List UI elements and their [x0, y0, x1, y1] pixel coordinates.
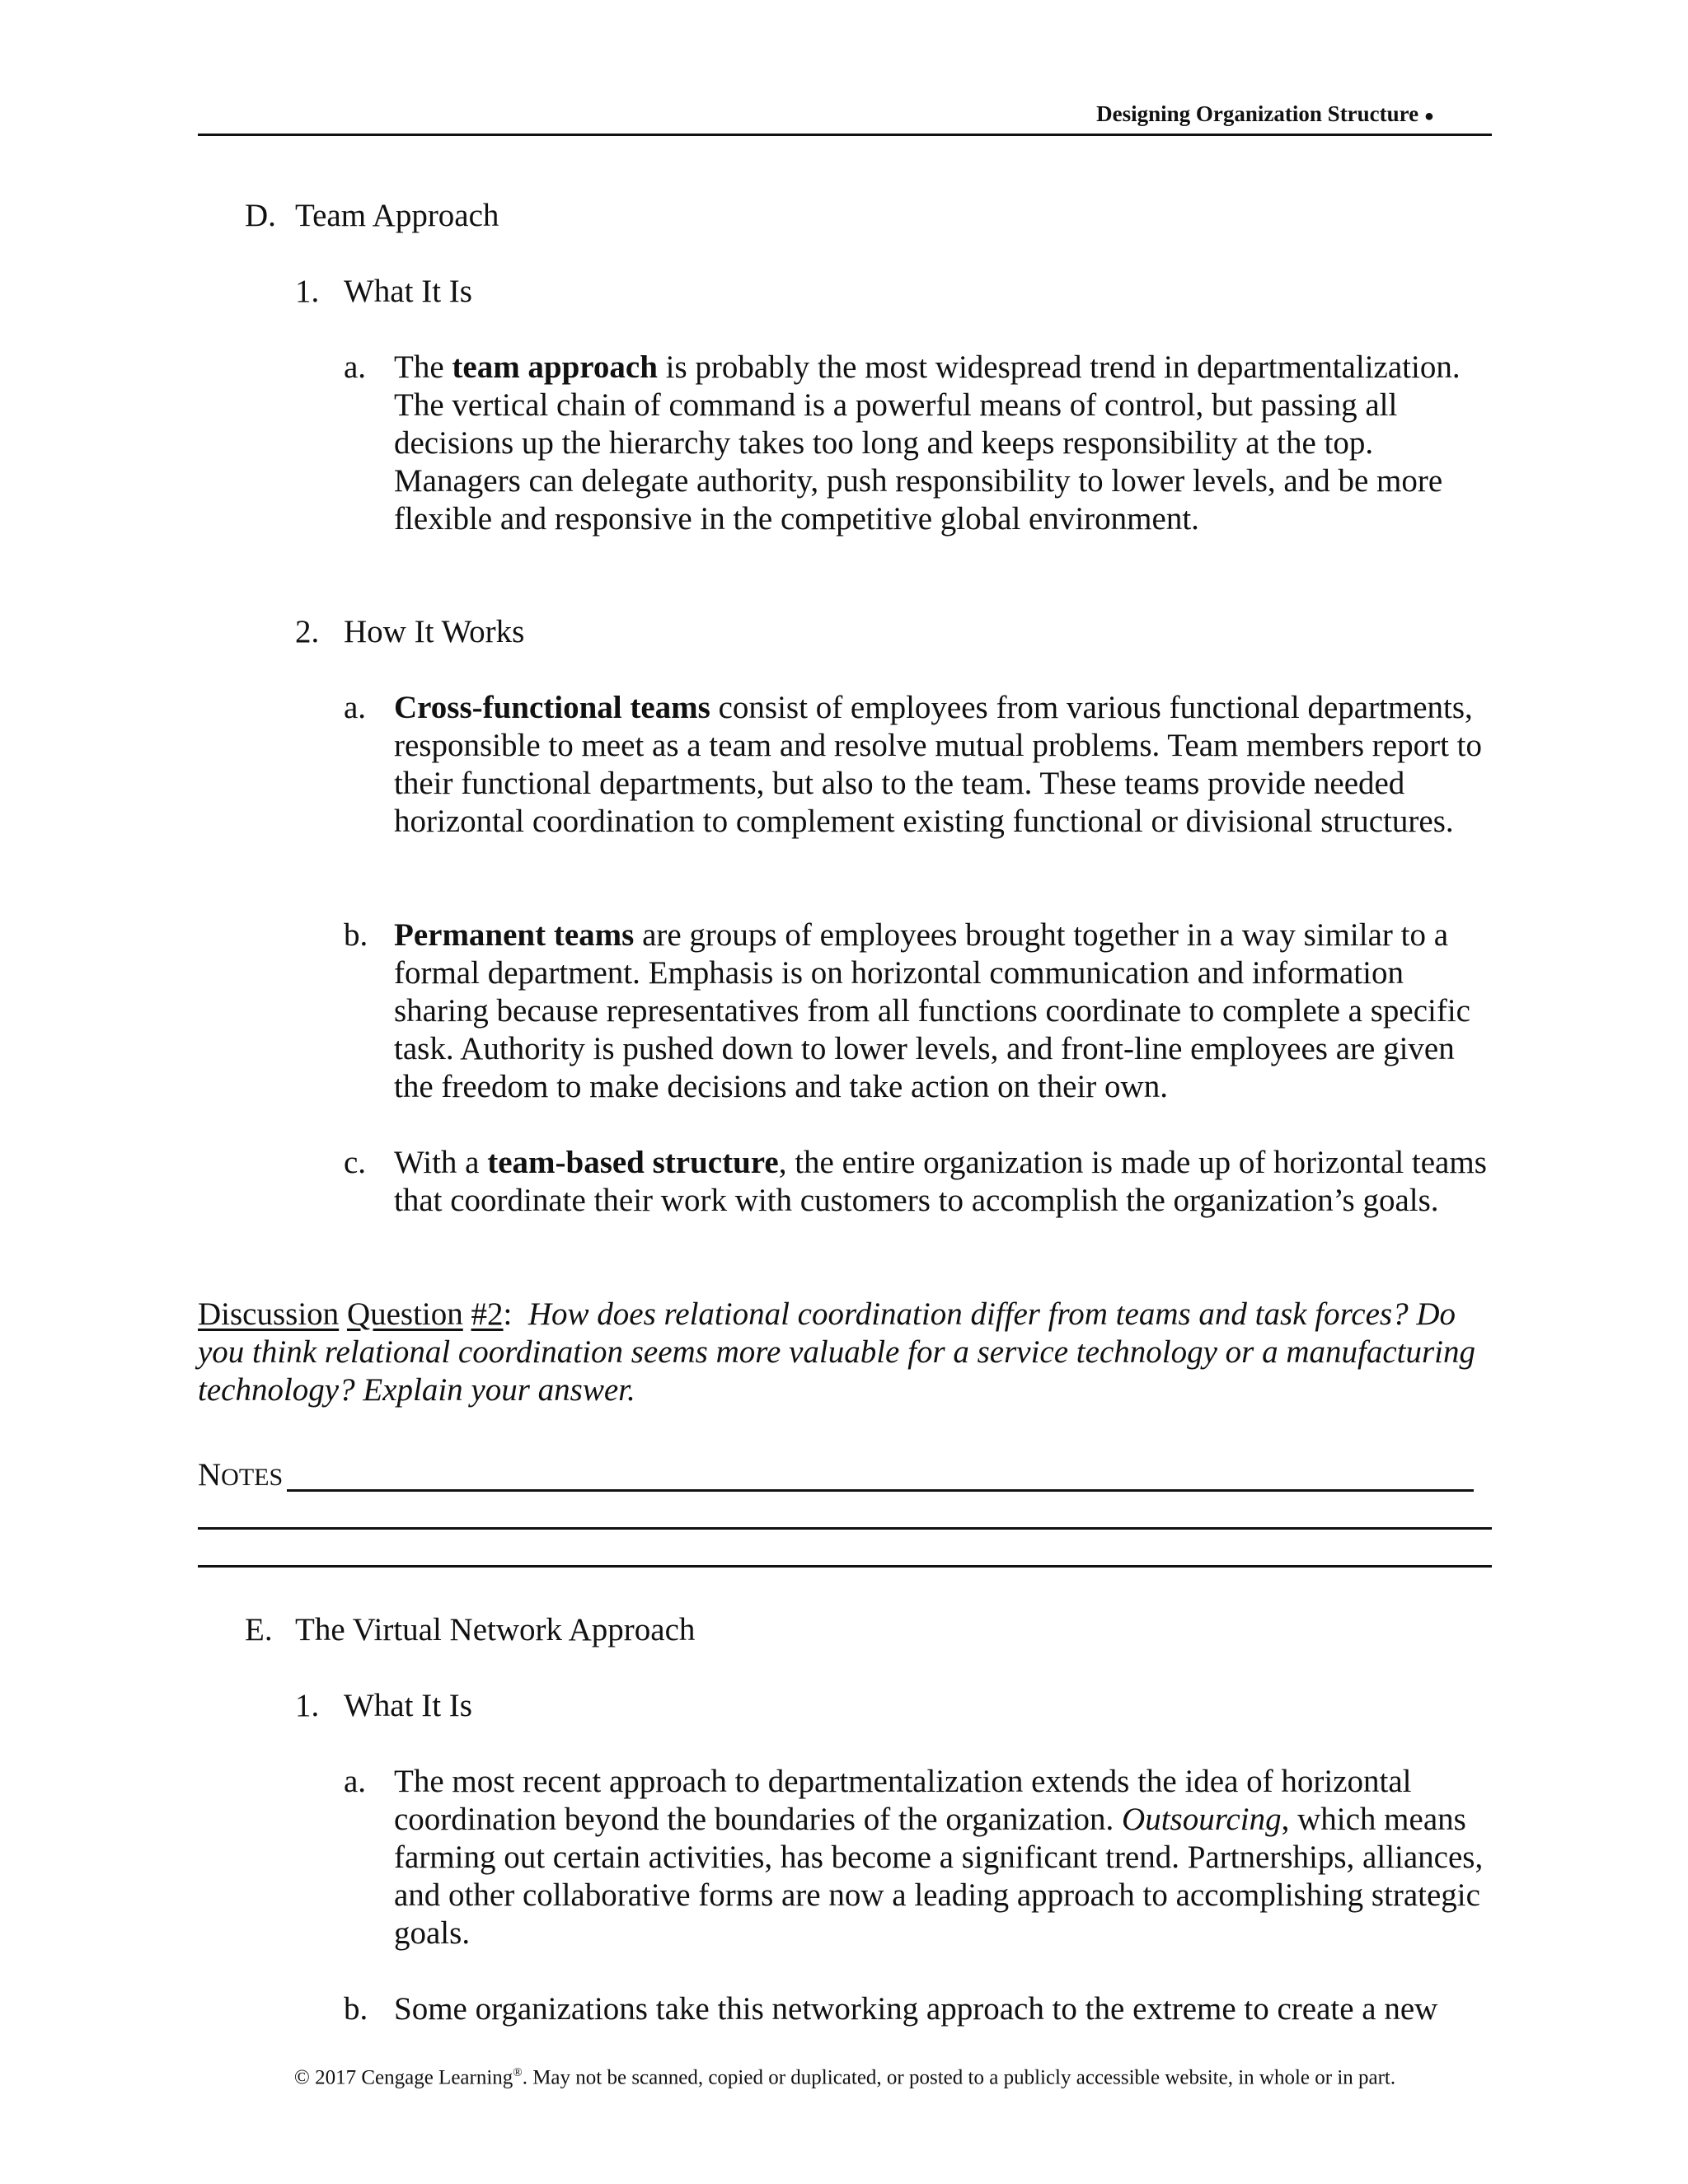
d2c-paragraph — [394, 1144, 1498, 1220]
notes-first-letter: N — [198, 1457, 222, 1493]
notes-line-3 — [198, 1565, 1492, 1568]
d2a-paragraph — [394, 689, 1498, 841]
discussion-colon: : — [503, 1296, 513, 1332]
header-bullet: ● — [1423, 107, 1434, 125]
e1b-marker: b. — [344, 1991, 368, 2027]
d2c-post: , the entire organization is made up of horizontal teams that coordinate their work with customers to accomplish the organization’s goals. — [394, 1145, 1487, 1218]
notes-line-1 — [287, 1489, 1474, 1492]
d2b-marker: b. — [344, 917, 368, 953]
d1a-marker: a. — [344, 349, 367, 385]
d2c-marker: c. — [344, 1145, 367, 1180]
notes-rest: OTES — [221, 1464, 284, 1491]
section-e-title: The Virtual Network Approach — [295, 1612, 696, 1647]
d2c-term: team-based structure — [487, 1145, 779, 1180]
d2b-paragraph — [394, 916, 1498, 1106]
footer-pre: © 2017 Cengage Learning — [293, 2066, 513, 2089]
d1-title: What It Is — [344, 274, 472, 309]
discussion-label-word1: Discussion — [198, 1296, 340, 1332]
discussion-number: #2 — [471, 1296, 504, 1332]
d1a-post: is probably the most widespread trend in departmentalization. The vertical chain of command is a powerful means of control, but passing all decisions up the hierarchy takes too long and keeps responsibility at the top. Managers can delegate authority, push responsibility to lower levels, and be more flexible and responsive in the competitive global environment. — [394, 349, 1461, 537]
running-header — [198, 101, 1434, 129]
e1b-paragraph: Some organizations take this networking approach to the extreme to create a new — [394, 1991, 1438, 2027]
e1a-marker: a. — [344, 1764, 367, 1799]
discussion-question-text: How does relational coordination differ from teams and task forces? Do you think relational coordination seems more valuable for a service technology or a manufacturing technology? Explain your answer. — [198, 1296, 1475, 1408]
d1a-term: team approach — [452, 349, 658, 385]
e1-title: What It Is — [344, 1688, 472, 1723]
d2a-post: consist of employees from various functional departments, responsible to meet as a team and resolve mutual problems. Team members report to their functional departments, but also to the team. These teams provide needed horizontal coordination to complement existing functional or divisional structures. — [394, 690, 1483, 839]
d2-marker: 2. — [295, 614, 320, 649]
e1a-term: Outsourcing — [1122, 1802, 1282, 1837]
d2c-pre: With a — [394, 1145, 488, 1180]
d1a-pre: The — [394, 349, 452, 385]
copyright-footer — [198, 2060, 1492, 2090]
e1a-post: , which means farming out certain activities, has become a significant trend. Partnerships, alliances, and other collaborative forms are now a leading approach to accomplishing strategic goals. — [394, 1802, 1484, 1951]
section-d-marker: D. — [245, 198, 276, 233]
d2b-term: Permanent teams — [394, 917, 635, 953]
d1-marker: 1. — [295, 274, 320, 309]
e1a-paragraph — [394, 1763, 1498, 1952]
e1-marker: 1. — [295, 1688, 320, 1723]
section-e-marker: E. — [245, 1612, 273, 1647]
d2a-marker: a. — [344, 690, 367, 725]
section-d-title: Team Approach — [295, 198, 499, 233]
d2b-post: are groups of employees brought together in a way similar to a formal department. Emphasis is on horizontal communication and information sharing because representatives from all functions coordinate to complete a specific task. Authority is pushed down to lower levels, and front-line employees are given the freedom to make decisions and take action on their own. — [394, 917, 1470, 1104]
header-title: Designing Organization Structure — [1096, 101, 1419, 126]
d2-title: How It Works — [344, 614, 525, 649]
header-rule — [198, 134, 1492, 136]
e1a-pre: The most recent approach to departmentalization extends the idea of horizontal coordination beyond the boundaries of the organization. — [394, 1764, 1412, 1837]
d2a-term: Cross-functional teams — [394, 690, 710, 725]
notes-line-2 — [198, 1527, 1492, 1530]
footer-registered-mark: ® — [513, 2066, 523, 2079]
d1a-paragraph — [394, 349, 1498, 538]
discussion-label-word2: Question — [346, 1296, 463, 1332]
footer-post: . May not be scanned, copied or duplicated, or posted to a publicly accessible website, in whole or in part. — [522, 2066, 1396, 2089]
notes-label — [198, 1456, 283, 1497]
discussion-question — [198, 1296, 1492, 1409]
